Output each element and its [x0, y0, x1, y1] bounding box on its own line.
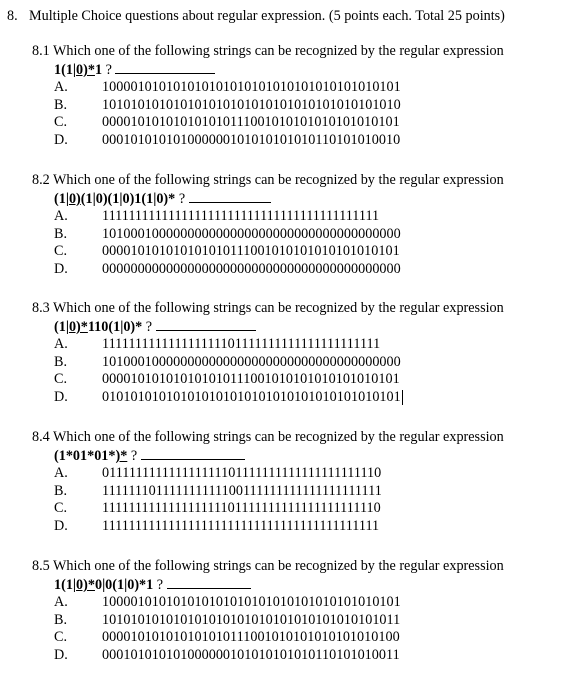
regex: (1|0)*110(1|0)*: [54, 319, 143, 335]
question-8-2: [32, 172, 580, 278]
option-b[interactable]: B. 101000100000000000000000000000000000000000: [54, 225, 401, 242]
regex-line: [32, 576, 580, 594]
option-a[interactable]: A. 100001010101010101010101010101010101010101: [54, 79, 401, 96]
question-mark: ?: [127, 448, 141, 464]
section-number: 8.: [7, 8, 18, 24]
answer-blank[interactable]: [156, 318, 256, 331]
regex: 1(1|0)*1: [54, 62, 103, 78]
question-prompt: 8.2 Which one of the following strings can be recognized by the regular expression: [32, 172, 504, 188]
section-title: Multiple Choice questions about regular expression. (5 points each. Total 25 points): [29, 8, 505, 24]
question-prompt: 8.1 Which one of the following strings can be recognized by the regular expression: [32, 43, 504, 59]
regex: (1|0)(1|0)(1|0)1(1|0)*: [54, 191, 176, 207]
question-mark: ?: [102, 62, 116, 78]
option-d[interactable]: D. 010101010101010101010101010101010101010101: [54, 388, 401, 405]
regex-line: [32, 190, 580, 208]
option-d[interactable]: D. 000000000000000000000000000000000000000000: [54, 260, 401, 277]
option-d[interactable]: D. 000101010101000000101010101010110101010011: [54, 646, 400, 663]
option-c[interactable]: C. 000010101010101010111001010101010101010101: [54, 371, 400, 388]
option-a[interactable]: A. 011111111111111111101111111111111111111110: [54, 465, 382, 482]
question-mark: ?: [153, 577, 167, 593]
question-8-5: [32, 558, 580, 664]
question-prompt: 8.3 Which one of the following strings can be recognized by the regular expression: [32, 300, 504, 316]
option-a[interactable]: A. 111111111111111111101111111111111111111111: [54, 336, 381, 353]
option-b[interactable]: B. 101000100000000000000000000000000000000000: [54, 353, 401, 370]
regex: 1(1|0)*0|0(1|0)*1: [54, 577, 154, 593]
question-mark: ?: [175, 191, 189, 207]
option-c[interactable]: C. 111111111111111111101111111111111111111110: [54, 500, 381, 517]
question-prompt: 8.4 Which one of the following strings can be recognized by the regular expression: [32, 429, 504, 445]
section-header: [7, 8, 505, 25]
regex-line: [32, 447, 580, 465]
regex-line: [32, 61, 580, 79]
answer-blank[interactable]: [189, 190, 271, 203]
answer-blank[interactable]: [115, 61, 215, 74]
option-c[interactable]: C. 000010101010101010111001010101010101010101: [54, 243, 400, 260]
option-a[interactable]: A. 100001010101010101010101010101010101010101: [54, 594, 401, 611]
question-mark: ?: [142, 319, 156, 335]
option-c[interactable]: C. 000010101010101010111001010101010101010100: [54, 629, 400, 646]
option-b[interactable]: B. 101010101010101010101010101010101010101011: [54, 611, 401, 628]
option-d[interactable]: D. 000101010101000000101010101010110101010010: [54, 131, 401, 148]
option-c[interactable]: C. 000010101010101010111001010101010101010101: [54, 114, 400, 131]
option-d[interactable]: D. 111111111111111111111111111111111111111111: [54, 517, 380, 534]
question-8-4: [32, 429, 580, 535]
option-b[interactable]: B. 111111101111111111100111111111111111111111: [54, 482, 382, 499]
question-8-1: [32, 43, 580, 149]
text-cursor: [402, 390, 403, 405]
option-a[interactable]: A. 111111111111111111111111111111111111111111: [54, 208, 380, 225]
answer-blank[interactable]: [141, 447, 245, 460]
answer-blank[interactable]: [167, 576, 251, 589]
option-b[interactable]: B. 101010101010101010101010101010101010101010: [54, 96, 401, 113]
regex-line: [32, 318, 580, 336]
regex: (1*01*01*)*: [54, 448, 128, 464]
question-prompt: 8.5 Which one of the following strings can be recognized by the regular expression: [32, 558, 504, 574]
question-8-3: [32, 300, 580, 406]
